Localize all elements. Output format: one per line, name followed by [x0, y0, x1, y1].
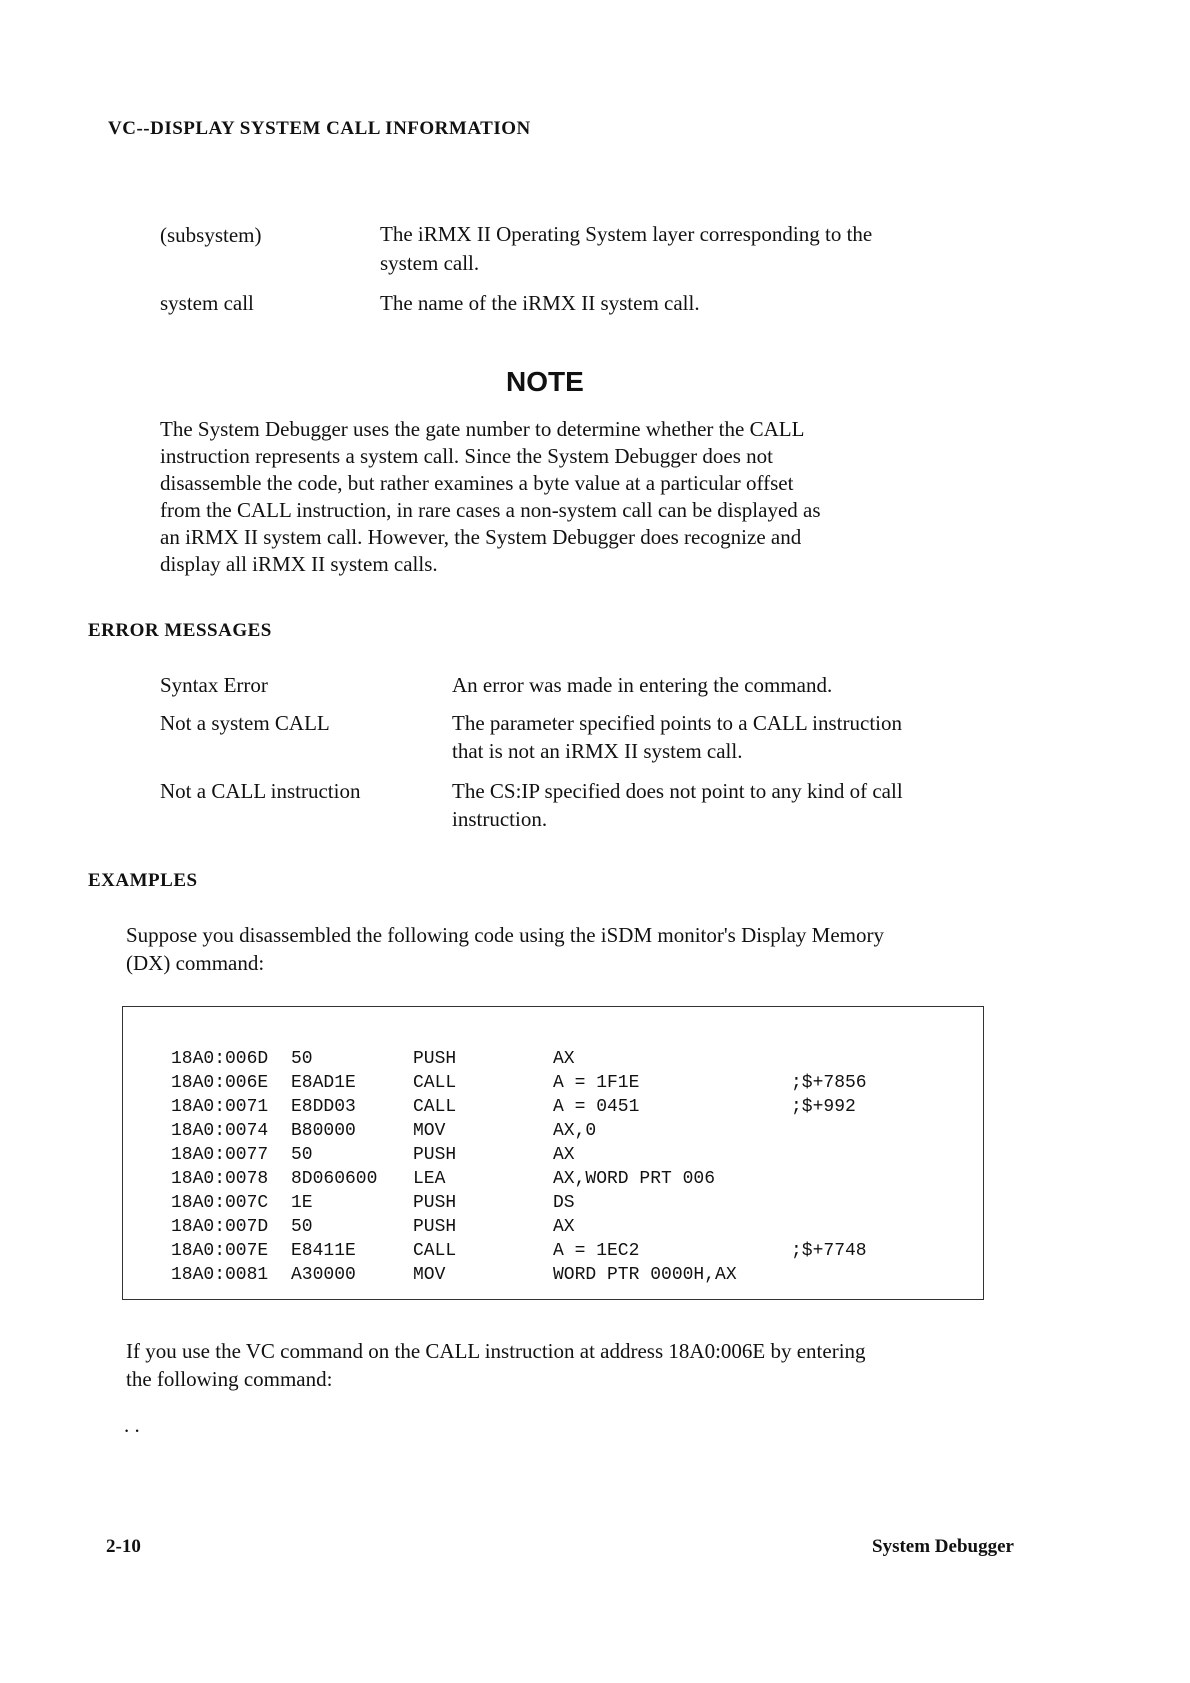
code-opcode: PUSH — [413, 1217, 457, 1237]
code-operand: AX — [553, 1049, 575, 1069]
examples-after-line1: If you use the VC command on the CALL instruction at address 18A0:006E by entering — [126, 1339, 866, 1363]
code-address: 18A0:006D — [171, 1049, 269, 1069]
code-address: 18A0:006E — [171, 1073, 269, 1093]
code-comment: ;$+7748 — [791, 1241, 867, 1261]
code-operand: AX — [553, 1217, 575, 1237]
code-address: 18A0:007E — [171, 1241, 269, 1261]
code-opcode: MOV — [413, 1265, 446, 1285]
definition-term-subsystem: (subsystem) — [160, 223, 262, 247]
code-opcode: CALL — [413, 1097, 457, 1117]
note-line: an iRMX II system call. However, the System Debugger does recognize and — [160, 525, 802, 549]
code-comment: ;$+7856 — [791, 1073, 867, 1093]
examples-after-line2: the following command: — [126, 1367, 333, 1391]
code-address: 18A0:0081 — [171, 1265, 269, 1285]
code-row — [123, 1217, 983, 1241]
code-address: 18A0:0078 — [171, 1169, 269, 1189]
code-listing-box — [122, 1006, 984, 1300]
code-operand: A = 0451 — [553, 1097, 640, 1117]
code-address: 18A0:0074 — [171, 1121, 269, 1141]
code-operand: WORD PTR 0000H,AX — [553, 1265, 737, 1285]
error-message: Syntax Error — [160, 673, 268, 697]
code-row — [123, 1097, 983, 1121]
code-address: 18A0:007D — [171, 1217, 269, 1237]
code-row — [123, 1121, 983, 1145]
note-line: from the CALL instruction, in rare cases a non-system call can be displayed as — [160, 498, 821, 522]
code-hex: 8D060600 — [291, 1169, 378, 1189]
code-row — [123, 1073, 983, 1097]
error-description: An error was made in entering the command. — [452, 673, 833, 697]
code-operand: AX,0 — [553, 1121, 597, 1141]
code-hex: E8411E — [291, 1241, 356, 1261]
code-row — [123, 1145, 983, 1169]
examples-heading: EXAMPLES — [88, 870, 198, 891]
error-message: Not a system CALL — [160, 711, 330, 735]
code-address: 18A0:0077 — [171, 1145, 269, 1165]
note-body — [160, 416, 821, 578]
definition-desc-subsystem-line1: The iRMX II Operating System layer corresponding to the — [380, 222, 873, 246]
code-hex: E8AD1E — [291, 1073, 356, 1093]
error-description: The CS:IP specified does not point to any kind of call — [452, 779, 903, 803]
definition-desc-subsystem-line2: system call. — [380, 251, 480, 275]
code-operand: A = 1EC2 — [553, 1241, 640, 1261]
code-opcode: PUSH — [413, 1049, 457, 1069]
code-row — [123, 1265, 983, 1289]
section-title: VC--DISPLAY SYSTEM CALL INFORMATION — [108, 118, 531, 139]
code-address: 18A0:007C — [171, 1193, 269, 1213]
code-row — [123, 1049, 983, 1073]
definition-desc-system-call: The name of the iRMX II system call. — [380, 291, 700, 315]
note-line: instruction represents a system call. Since the System Debugger does not — [160, 444, 773, 468]
code-operand: AX,WORD PRT 006 — [553, 1169, 716, 1189]
code-hex: E8DD03 — [291, 1097, 356, 1117]
code-row — [123, 1169, 983, 1193]
code-opcode: CALL — [413, 1073, 457, 1093]
code-comment: ;$+992 — [791, 1097, 856, 1117]
code-hex: B80000 — [291, 1121, 356, 1141]
footer-doc-title: System Debugger — [872, 1536, 1014, 1557]
code-opcode: LEA — [413, 1169, 446, 1189]
examples-intro-line1: Suppose you disassembled the following code using the iSDM monitor's Display Memory — [126, 923, 884, 947]
code-address: 18A0:0071 — [171, 1097, 269, 1117]
code-operand: A = 1F1E — [553, 1073, 640, 1093]
note-line: The System Debugger uses the gate number to determine whether the CALL — [160, 417, 805, 441]
note-line: display all iRMX II system calls. — [160, 552, 438, 576]
definition-term-system-call: system call — [160, 291, 254, 315]
code-hex: 1E — [291, 1193, 313, 1213]
code-hex: 50 — [291, 1145, 313, 1165]
code-opcode: PUSH — [413, 1193, 457, 1213]
code-operand: DS — [553, 1193, 575, 1213]
error-description: The parameter specified points to a CALL instruction — [452, 711, 903, 735]
code-hex: 50 — [291, 1217, 313, 1237]
code-operand: AX — [553, 1145, 575, 1165]
error-messages-heading: ERROR MESSAGES — [88, 620, 272, 641]
code-hex: 50 — [291, 1049, 313, 1069]
page-number: 2-10 — [106, 1536, 141, 1557]
code-hex: A30000 — [291, 1265, 356, 1285]
code-row — [123, 1193, 983, 1217]
error-description: instruction. — [452, 807, 548, 831]
code-opcode: CALL — [413, 1241, 457, 1261]
code-row — [123, 1241, 983, 1265]
error-message: Not a CALL instruction — [160, 779, 361, 803]
note-line: disassemble the code, but rather examines a byte value at a particular offset — [160, 471, 794, 495]
note-title: NOTE — [506, 366, 584, 397]
examples-intro-line2: (DX) command: — [126, 951, 265, 975]
command-prompt: . . — [124, 1413, 140, 1437]
code-opcode: MOV — [413, 1121, 446, 1141]
code-opcode: PUSH — [413, 1145, 457, 1165]
error-description: that is not an iRMX II system call. — [452, 739, 743, 763]
